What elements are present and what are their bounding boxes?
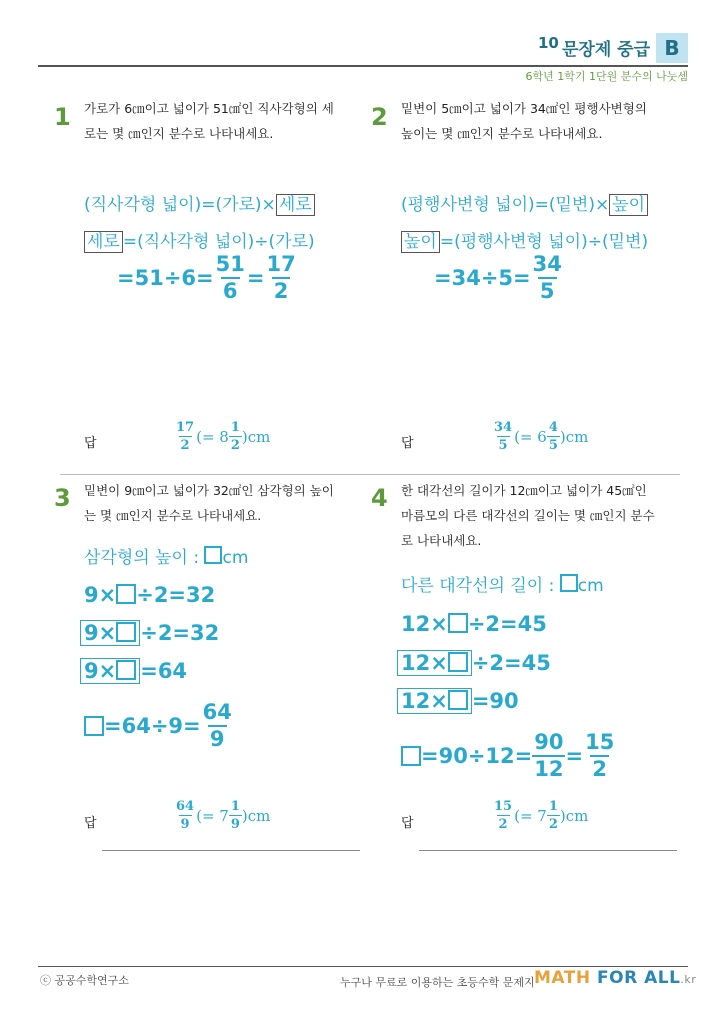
answer-underline bbox=[102, 850, 360, 851]
worksheet-title: 문장제 중급 bbox=[562, 40, 651, 60]
eq-text: 12× bbox=[401, 651, 448, 675]
problem-4-answer bbox=[492, 800, 588, 831]
denominator: 5 bbox=[548, 438, 558, 453]
denominator: 2 bbox=[273, 279, 289, 303]
blank-square bbox=[84, 716, 104, 736]
denominator: 2 bbox=[592, 757, 607, 781]
problem-1-text-line: 가로가 6㎝이고 넓이가 51㎠인 직사각형의 세 bbox=[84, 101, 334, 116]
denominator: 9 bbox=[230, 817, 240, 832]
problem-3-equation-3 bbox=[80, 658, 187, 684]
problem-1-text bbox=[84, 96, 364, 146]
numerator: 17 bbox=[266, 252, 296, 276]
numerator: 17 bbox=[176, 420, 195, 435]
problem-3-answer bbox=[174, 800, 270, 831]
denominator: 6 bbox=[222, 279, 238, 303]
answer-label: 답 bbox=[84, 816, 97, 831]
fraction bbox=[583, 732, 616, 780]
answer-label: 답 bbox=[401, 436, 414, 451]
answer-text: (= 7 bbox=[196, 806, 229, 825]
eq-text: ÷2=45 bbox=[471, 651, 551, 675]
blank-square bbox=[116, 584, 136, 604]
problem-4-equation-2 bbox=[397, 650, 551, 676]
denominator: 2 bbox=[498, 817, 508, 832]
calc-text: =51÷6= bbox=[117, 266, 214, 290]
eq-text: =90÷12= bbox=[421, 744, 533, 768]
worksheet-subtitle: 6학년 1학기 1단원 분수의 나눗셈 bbox=[525, 70, 688, 83]
unknown-box: 세로 bbox=[84, 231, 123, 253]
level-badge: B bbox=[656, 33, 688, 63]
denominator: 2 bbox=[548, 817, 558, 832]
problem-4-text-line: 로 나타내세요. bbox=[401, 533, 482, 548]
brand-part: MATH bbox=[534, 968, 597, 988]
problem-3-text-line: 밑변이 9㎝이고 넓이가 32㎠인 삼각형의 높이 bbox=[84, 483, 334, 498]
boxed-term bbox=[80, 658, 140, 684]
brand-part: FOR ALL bbox=[597, 968, 681, 988]
problem-1-calculation bbox=[117, 254, 298, 302]
problem-3-equation-2 bbox=[80, 620, 219, 646]
numerator: 4 bbox=[548, 420, 558, 435]
unknown-box: 높이 bbox=[609, 194, 648, 216]
answer-text: )cm bbox=[559, 806, 589, 825]
fraction bbox=[201, 702, 234, 750]
answer-text: (= 6 bbox=[514, 427, 547, 446]
blank-square bbox=[448, 613, 468, 633]
blank-square bbox=[448, 690, 468, 710]
fraction bbox=[229, 421, 242, 452]
header-divider bbox=[38, 65, 688, 67]
answer-underline bbox=[419, 850, 677, 851]
answer-text: )cm bbox=[559, 427, 589, 446]
problem-2-work-line1 bbox=[401, 190, 648, 215]
answer-label: 답 bbox=[84, 436, 97, 451]
denominator: 9 bbox=[209, 727, 225, 751]
problem-2-number: 2 bbox=[371, 103, 388, 131]
fraction bbox=[531, 254, 564, 302]
problem-3-equation-4 bbox=[84, 702, 234, 750]
problem-3-text-line: 는 몇 ㎝인지 분수로 나타내세요. bbox=[84, 508, 262, 523]
problem-3-number: 3 bbox=[54, 484, 71, 512]
denominator: 5 bbox=[539, 279, 555, 303]
boxed-term bbox=[80, 620, 140, 646]
eq-text: ÷2=32 bbox=[136, 583, 216, 607]
problem-4-text bbox=[401, 478, 691, 553]
fraction bbox=[547, 421, 560, 452]
numerator: 34 bbox=[532, 252, 562, 276]
answer-text: (= 8 bbox=[196, 427, 229, 446]
problem-3-equation-1 bbox=[84, 583, 215, 607]
blank-square bbox=[401, 746, 421, 766]
numerator: 64 bbox=[176, 799, 195, 814]
problem-3-let bbox=[84, 543, 248, 568]
eq-text: 9× bbox=[84, 583, 117, 607]
work-text: (평행사변형 넓이)=(밑변)× bbox=[401, 195, 610, 215]
eq-text: =90 bbox=[471, 689, 519, 713]
problem-4-equation-3 bbox=[397, 688, 519, 714]
blank-square bbox=[204, 546, 222, 564]
problem-1-work-line2 bbox=[84, 227, 315, 252]
blank-square bbox=[448, 652, 468, 672]
numerator: 1 bbox=[230, 799, 240, 814]
work-text: cm bbox=[577, 576, 604, 596]
blank-square bbox=[116, 660, 136, 680]
problem-2-text bbox=[401, 96, 691, 146]
boxed-term bbox=[397, 650, 472, 676]
answer-text: )cm bbox=[241, 427, 271, 446]
denominator: 9 bbox=[180, 817, 190, 832]
problem-4-let bbox=[401, 571, 604, 596]
numerator: 1 bbox=[230, 420, 240, 435]
fraction bbox=[532, 732, 565, 780]
work-text: cm bbox=[222, 548, 249, 568]
unit-number: 10 bbox=[538, 34, 559, 52]
problem-2-calculation bbox=[434, 254, 564, 302]
blank-square bbox=[560, 574, 578, 592]
footer-tagline: 누구나 무료로 이용하는 초등수학 문제지 bbox=[340, 976, 535, 989]
fraction bbox=[229, 800, 242, 831]
problem-1-number: 1 bbox=[54, 103, 71, 131]
problem-1-answer bbox=[174, 421, 270, 452]
problem-2-answer bbox=[492, 421, 588, 452]
denominator: 5 bbox=[498, 438, 508, 453]
problem-4-text-line: 한 대각선의 길이가 12㎝이고 넓이가 45㎠인 bbox=[401, 483, 647, 498]
problem-3-text bbox=[84, 478, 364, 528]
work-text: (직사각형 넓이)=(가로)× bbox=[84, 195, 276, 215]
work-text: =(평행사변형 넓이)÷(밑변) bbox=[439, 232, 649, 252]
problem-4-equation-4 bbox=[401, 732, 616, 780]
numerator: 1 bbox=[548, 799, 558, 814]
blank-square bbox=[116, 622, 136, 642]
eq-text: 9× bbox=[84, 621, 117, 645]
work-text: 삼각형의 높이 : bbox=[84, 548, 205, 568]
denominator: 2 bbox=[180, 438, 190, 453]
calc-text: = bbox=[246, 266, 265, 290]
denominator: 2 bbox=[230, 438, 240, 453]
eq-text: 12× bbox=[401, 612, 448, 636]
eq-text: =64 bbox=[140, 659, 188, 683]
fraction bbox=[492, 800, 514, 831]
brand-part: .kr bbox=[680, 973, 697, 986]
problem-2-text-line: 밑변이 5㎝이고 넓이가 34㎠인 평행사변형의 bbox=[401, 101, 647, 116]
fraction bbox=[174, 800, 196, 831]
numerator: 34 bbox=[494, 420, 513, 435]
fraction bbox=[492, 421, 514, 452]
fraction bbox=[547, 800, 560, 831]
problem-2-text-line: 높이는 몇 ㎝인지 분수로 나타내세요. bbox=[401, 126, 603, 141]
eq-text: = bbox=[565, 744, 584, 768]
unknown-box: 세로 bbox=[276, 194, 315, 216]
numerator: 15 bbox=[494, 799, 513, 814]
copyright: ⓒ 공공수학연구소 bbox=[40, 974, 129, 987]
fraction bbox=[174, 421, 196, 452]
brand-logo bbox=[534, 968, 696, 988]
eq-text: 12× bbox=[401, 689, 448, 713]
eq-text: 9× bbox=[84, 659, 117, 683]
numerator: 64 bbox=[202, 700, 232, 724]
eq-text: ÷2=45 bbox=[467, 612, 547, 636]
unknown-box: 높이 bbox=[401, 231, 440, 253]
eq-text: ÷2=32 bbox=[140, 621, 220, 645]
answer-label: 답 bbox=[401, 816, 414, 831]
fraction bbox=[264, 254, 297, 302]
fraction bbox=[214, 254, 247, 302]
eq-text: =64÷9= bbox=[104, 714, 201, 738]
footer-divider bbox=[38, 966, 688, 967]
section-divider bbox=[60, 474, 680, 475]
problem-4-equation-1 bbox=[401, 612, 547, 636]
numerator: 15 bbox=[585, 730, 615, 754]
answer-text: )cm bbox=[241, 806, 271, 825]
numerator: 90 bbox=[534, 730, 564, 754]
denominator: 12 bbox=[534, 757, 564, 781]
work-text: =(직사각형 넓이)÷(가로) bbox=[122, 232, 315, 252]
problem-4-number: 4 bbox=[371, 484, 388, 512]
problem-4-text-line: 마름모의 다른 대각선의 길이는 몇 ㎝인지 분수 bbox=[401, 508, 655, 523]
calc-text: =34÷5= bbox=[434, 266, 531, 290]
numerator: 51 bbox=[215, 252, 245, 276]
boxed-term bbox=[397, 688, 472, 714]
answer-text: (= 7 bbox=[514, 806, 547, 825]
work-text: 다른 대각선의 길이 : bbox=[401, 576, 560, 596]
problem-1-text-line: 로는 몇 ㎝인지 분수로 나타내세요. bbox=[84, 126, 274, 141]
problem-2-work-line2 bbox=[401, 227, 648, 252]
problem-1-work-line1 bbox=[84, 190, 315, 215]
